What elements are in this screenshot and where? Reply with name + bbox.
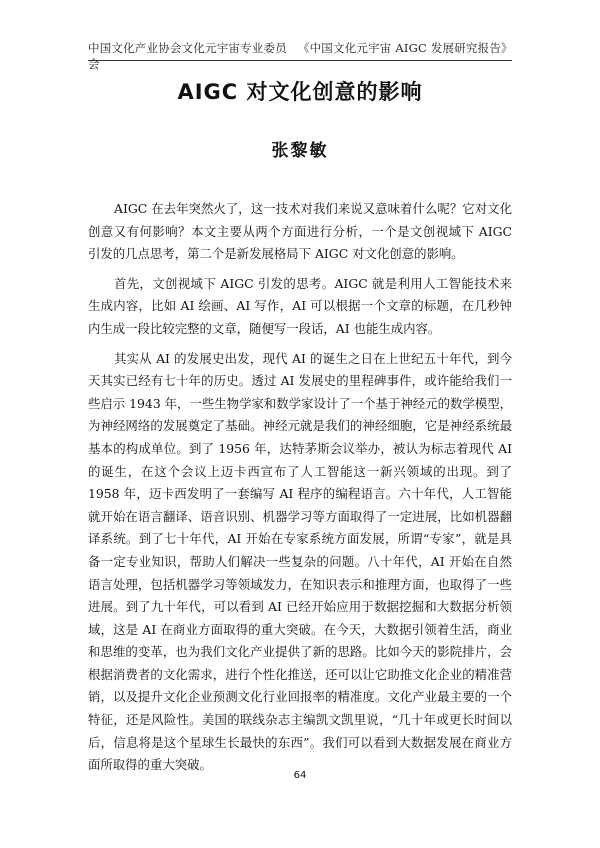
header-rule [88,60,512,61]
article-body [88,198,512,777]
article-title: AIGC 对文化创意的影响 [177,80,423,104]
running-header [88,40,512,72]
header-left-text: 中国文化产业协会文化元宇宙专业委员会 [88,41,287,71]
article-author: 张黎敏 [271,141,329,161]
header-right-text: 《中国文化元宇宙 AIGC 发展研究报告》 [297,41,513,55]
paragraph-1: AIGC 在去年突然火了，这一技术对我们来说又意味着什么呢？它对文化创意又有何影响？本文主要从两个方面进行分析，一个是文创视域下 AIGC 引发的几点思考，第二个是新发展格局下 AIGC 对文化创意的影响。 [88,201,512,262]
paragraph-2: 首先，文创视域下 AIGC 引发的思考。AIGC 就是利用人工智能技术来生成内容，比如 AI 绘画、AI 写作，AI 可以根据一个文章的标题，在几秒钟内生成一段比较完整的文章，随便写一段话，AI 也能生成内容。 [88,275,512,336]
page-number: 64 [293,770,307,781]
paragraph-3: 其实从 AI 的发展史出发，现代 AI 的诞生之日在上世纪五十年代，到今天其实已经有七十年的历史。透过 AI 发展史的里程碑事件，或许能给我们一些启示 1943 年，一些生物学家和数学家设计了一个基于神经元的数学模型，为神经网络的发展奠定了基础。神经元就是我们的神经细胞，它是神经系统最基本的构成单位。到了 1956 年，达特茅斯会议举办，被认为标志着现代 AI 的诞生，在这个会议上迈卡西宣布了人工智能这一新兴领域的出现。到了 1958 年，迈卡西发明了一套编写 AI 程序的编程语言。六十年代，人工智能就开始在语言翻译、语音识别、机器学习等方面取得了一定进展，比如机器翻译系统。到了七十年代，AI 开始在专家系统方面发展，所谓“专家”，就是具备一定专业知识，帮助人们解决一些复杂的问题。八十年代，AI 开始在自然语言处理，包括机器学习等领域发力，在知识表示和推理方面，也取得了一些进展。到了九十年代，可以看到 AI 已经开始应用于数据挖掘和大数据分析领域，这是 AI 在商业方面取得的重大突破。在今天，大数据引领着生活，商业和思维的变革，也为我们文化产业提供了新的思路。比如今天的影院排片，会根据消费者的文化需求，进行个性化推送，还可以让它助推文化企业的精准营销，以及提升文化企业预测文化行业回报率的精准度。文化产业最主要的一个特征，还是风险性。美国的联线杂志主编凯文凯里说，“几十年或更长时间以后，信息将是这个星球生长最快的东西”。我们可以看到大数据发展在商业方面所取得的重大突破。 [88,350,512,773]
